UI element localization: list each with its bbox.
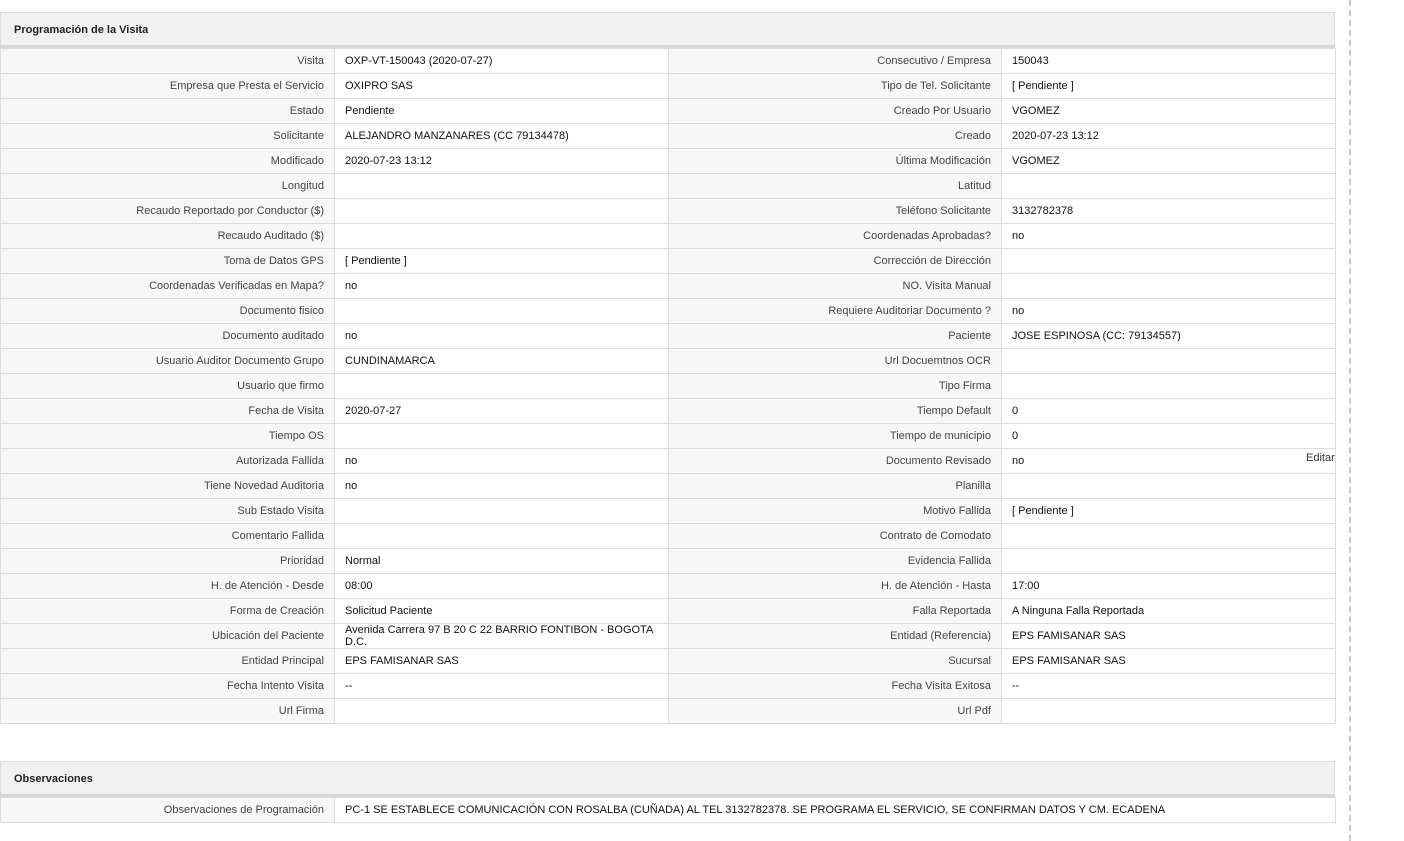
table-row xyxy=(1,524,1336,549)
field-label: Tipo Firma xyxy=(669,374,1002,399)
field-value: 3132782378 xyxy=(1002,199,1336,224)
field-value: OXIPRO SAS xyxy=(335,74,669,99)
field-label: Url Firma xyxy=(1,699,335,724)
table-row xyxy=(1,449,1336,474)
field-label: Sucursal xyxy=(669,649,1002,674)
field-value: [ Pendiente ] xyxy=(1002,499,1336,524)
field-label: Modificado xyxy=(1,149,335,174)
field-label: Documento Revisado xyxy=(669,449,1002,474)
table-row xyxy=(1,699,1336,724)
field-value: 0 xyxy=(1002,424,1336,449)
table-row xyxy=(1,74,1336,99)
programacion-table-body xyxy=(1,49,1336,724)
table-row xyxy=(1,49,1336,74)
field-label: Tipo de Tel. Solicitante xyxy=(669,74,1002,99)
field-label: Recaudo Auditado ($) xyxy=(1,224,335,249)
field-label: Solicitante xyxy=(1,124,335,149)
table-row xyxy=(1,549,1336,574)
field-label: Consecutivo / Empresa xyxy=(669,49,1002,74)
field-label: Url Docuemtnos OCR xyxy=(669,349,1002,374)
table-row xyxy=(1,399,1336,424)
field-label: Fecha Intento Visita xyxy=(1,674,335,699)
field-label: Contrato de Comodato xyxy=(669,524,1002,549)
field-value: no xyxy=(335,474,669,499)
table-row xyxy=(1,499,1336,524)
observaciones-title: Observaciones xyxy=(0,761,1335,797)
field-value: no xyxy=(1002,299,1336,324)
field-label: Fecha de Visita xyxy=(1,399,335,424)
field-label: Tiempo OS xyxy=(1,424,335,449)
field-label: Longitud xyxy=(1,174,335,199)
field-label: Tiempo de municipio xyxy=(669,424,1002,449)
field-value: no xyxy=(1002,224,1336,249)
field-value xyxy=(335,299,669,324)
observaciones-label: Observaciones de Programación xyxy=(1,798,335,823)
table-row xyxy=(1,349,1336,374)
field-value: 2020-07-27 xyxy=(335,399,669,424)
field-label: Motivo Fallida xyxy=(669,499,1002,524)
panel-divider xyxy=(1349,0,1351,841)
field-label: Fecha Visita Exitosa xyxy=(669,674,1002,699)
field-value: Normal xyxy=(335,549,669,574)
field-value xyxy=(335,174,669,199)
field-label: Evidencia Fallida xyxy=(669,549,1002,574)
field-value: no xyxy=(335,449,669,474)
table-row xyxy=(1,324,1336,349)
field-value: A Ninguna Falla Reportada xyxy=(1002,599,1336,624)
field-value xyxy=(335,699,669,724)
table-row xyxy=(1,174,1336,199)
table-row xyxy=(1,224,1336,249)
field-value xyxy=(335,424,669,449)
field-value: EPS FAMISANAR SAS xyxy=(1002,624,1336,649)
table-row xyxy=(1,674,1336,699)
field-value: Solicitud Paciente xyxy=(335,599,669,624)
field-value: 17:00 xyxy=(1002,574,1336,599)
observaciones-section xyxy=(0,761,1335,823)
field-value xyxy=(335,224,669,249)
programacion-title: Programación de la Visita xyxy=(0,12,1335,48)
field-value xyxy=(335,374,669,399)
field-label: Tiene Novedad Auditoria xyxy=(1,474,335,499)
field-label: Usuario Auditor Documento Grupo xyxy=(1,349,335,374)
field-value: no xyxy=(335,324,669,349)
table-row xyxy=(1,199,1336,224)
observaciones-table xyxy=(0,797,1336,823)
field-label: H. de Atención - Desde xyxy=(1,574,335,599)
field-value: VGOMEZ xyxy=(1002,99,1336,124)
table-row xyxy=(1,574,1336,599)
table-row xyxy=(1,149,1336,174)
table-row xyxy=(1,299,1336,324)
field-value: [ Pendiente ] xyxy=(335,249,669,274)
field-value: no xyxy=(335,274,669,299)
field-value xyxy=(1002,524,1336,549)
table-row xyxy=(1,649,1336,674)
field-label: Coordenadas Verificadas en Mapa? xyxy=(1,274,335,299)
field-value xyxy=(1002,274,1336,299)
field-label: Creado Por Usuario xyxy=(669,99,1002,124)
field-label: Recaudo Reportado por Conductor ($) xyxy=(1,199,335,224)
field-value: JOSE ESPINOSA (CC: 79134557) xyxy=(1002,324,1336,349)
table-row xyxy=(1,424,1336,449)
field-label: Entidad (Referencia) xyxy=(669,624,1002,649)
field-value xyxy=(335,199,669,224)
field-value: 2020-07-23 13:12 xyxy=(335,149,669,174)
field-value xyxy=(1002,474,1336,499)
field-label: Documento fisico xyxy=(1,299,335,324)
observaciones-value: PC-1 SE ESTABLECE COMUNICACIÓN CON ROSALBA (CUÑADA) AL TEL 3132782378. SE PROGRAMA EL SERVICIO, SE CONFIRMAN DATOS Y CM. ECADENA xyxy=(335,798,1336,823)
table-row xyxy=(1,624,1336,649)
field-label: Estado xyxy=(1,99,335,124)
field-label: Usuario que firmo xyxy=(1,374,335,399)
table-row xyxy=(1,798,1336,823)
field-value xyxy=(1002,349,1336,374)
field-value: EPS FAMISANAR SAS xyxy=(335,649,669,674)
field-label: Toma de Datos GPS xyxy=(1,249,335,274)
edit-link[interactable]: Editar xyxy=(1306,452,1335,464)
field-label: Ubicación del Paciente xyxy=(1,624,335,649)
field-value: [ Pendiente ] xyxy=(1002,74,1336,99)
programacion-table xyxy=(0,48,1336,724)
field-label: Coordenadas Aprobadas? xyxy=(669,224,1002,249)
field-value: EPS FAMISANAR SAS xyxy=(1002,649,1336,674)
field-label: Corrección de Dirección xyxy=(669,249,1002,274)
field-label: Forma de Creación xyxy=(1,599,335,624)
field-label: Latitud xyxy=(669,174,1002,199)
field-value xyxy=(1002,374,1336,399)
table-row xyxy=(1,474,1336,499)
field-label: Teléfono Solicitante xyxy=(669,199,1002,224)
field-label: Creado xyxy=(669,124,1002,149)
field-label: Requiere Auditoriar Documento ? xyxy=(669,299,1002,324)
field-value xyxy=(1002,174,1336,199)
field-label: Empresa que Presta el Servicio xyxy=(1,74,335,99)
field-label: Prioridad xyxy=(1,549,335,574)
field-label: Comentario Fallida xyxy=(1,524,335,549)
field-value: Pendiente xyxy=(335,99,669,124)
field-value: 2020-07-23 13:12 xyxy=(1002,124,1336,149)
table-row xyxy=(1,99,1336,124)
field-value: -- xyxy=(1002,674,1336,699)
field-value xyxy=(335,499,669,524)
programacion-section xyxy=(0,12,1335,724)
field-label: Visita xyxy=(1,49,335,74)
field-value xyxy=(1002,249,1336,274)
field-label: Planilla xyxy=(669,474,1002,499)
field-value xyxy=(1002,549,1336,574)
field-label: Sub Estado Visita xyxy=(1,499,335,524)
field-value xyxy=(1002,699,1336,724)
table-row xyxy=(1,249,1336,274)
field-value: 08:00 xyxy=(335,574,669,599)
table-row xyxy=(1,124,1336,149)
field-value: VGOMEZ xyxy=(1002,149,1336,174)
table-row xyxy=(1,599,1336,624)
field-value: ALEJANDRO MANZANARES (CC 79134478) xyxy=(335,124,669,149)
field-value xyxy=(335,524,669,549)
field-label: Última Modificación xyxy=(669,149,1002,174)
field-label: Entidad Principal xyxy=(1,649,335,674)
field-label: Falla Reportada xyxy=(669,599,1002,624)
field-label: H. de Atención - Hasta xyxy=(669,574,1002,599)
table-row xyxy=(1,274,1336,299)
field-value: no xyxy=(1002,449,1336,474)
field-label: NO. Visita Manual xyxy=(669,274,1002,299)
field-label: Autorizada Fallida xyxy=(1,449,335,474)
field-value: -- xyxy=(335,674,669,699)
field-value: CUNDINAMARCA xyxy=(335,349,669,374)
field-value: 0 xyxy=(1002,399,1336,424)
field-label: Paciente xyxy=(669,324,1002,349)
field-label: Url Pdf xyxy=(669,699,1002,724)
field-value: 150043 xyxy=(1002,49,1336,74)
table-row xyxy=(1,374,1336,399)
field-value: OXP-VT-150043 (2020-07-27) xyxy=(335,49,669,74)
field-label: Tiempo Default xyxy=(669,399,1002,424)
field-value: Avenida Carrera 97 B 20 C 22 BARRIO FONTIBON - BOGOTA D.C. xyxy=(335,624,669,649)
field-label: Documento auditado xyxy=(1,324,335,349)
